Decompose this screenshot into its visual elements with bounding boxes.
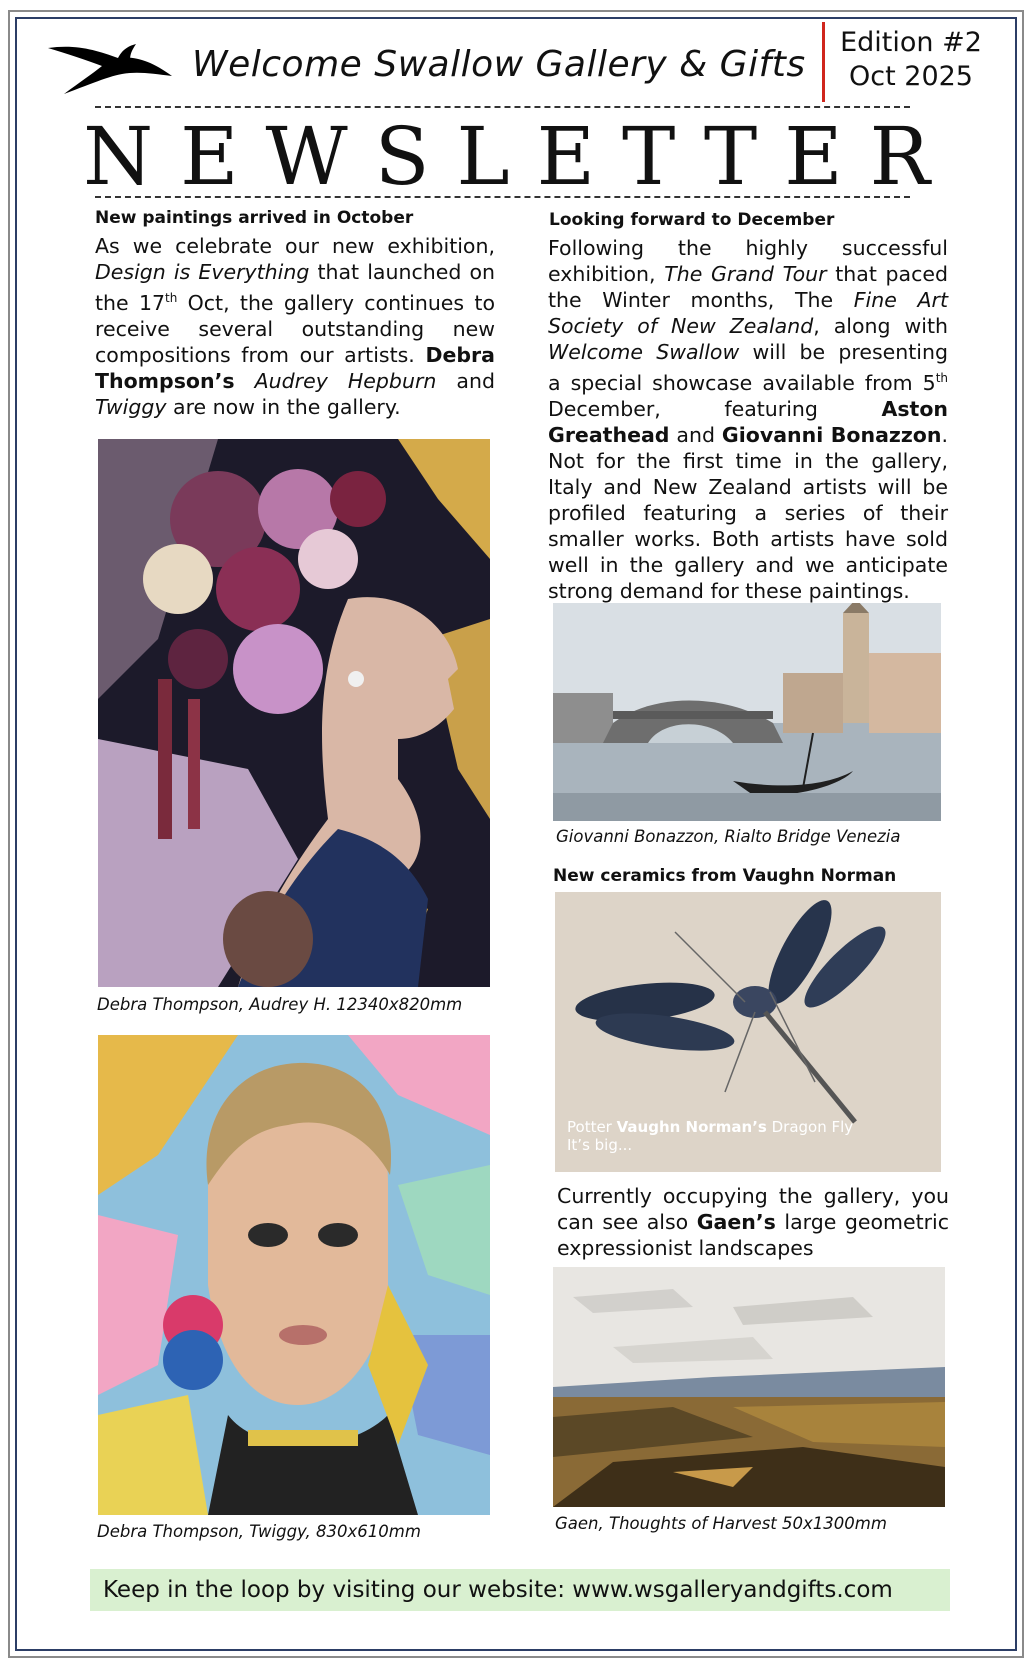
dragonfly-photo-overlay: Potter Vaughn Norman’s Dragon Fly It’s big... [567, 1118, 854, 1154]
caption-twiggy: Debra Thompson, Twiggy, 830x610mm [97, 1522, 421, 1541]
masthead-title: NEWSLETTER [83, 110, 957, 203]
edition-number: Edition #2 [840, 27, 982, 58]
dashed-rule-bottom [95, 196, 910, 198]
rialto-bridge-painting [553, 603, 941, 821]
right-heading-december: Looking forward to December [549, 210, 835, 230]
caption-audrey: Debra Thompson, Audrey H. 12340x820mm [97, 995, 463, 1014]
header-divider [822, 22, 825, 102]
gaen-landscape-painting [553, 1267, 945, 1507]
website-banner[interactable]: Keep in the loop by visiting our website: www.wsgalleryandgifts.com [90, 1569, 950, 1611]
edition-box [836, 26, 986, 94]
edition-date: Oct 2025 [849, 61, 973, 92]
swallow-bird-icon [46, 40, 176, 96]
caption-gaen: Gaen, Thoughts of Harvest 50x1300mm [555, 1514, 887, 1533]
left-heading: New paintings arrived in October [95, 208, 414, 228]
left-article: As we celebrate our new exhibition, Design is Everything that launched on the 17th Oct, the gallery continues to receive several outstanding new compositions from our artists. Debra Thompson’s Audrey Hepburn and Twiggy are now in the gallery. [95, 234, 496, 419]
dashed-rule-top [95, 106, 910, 108]
twiggy-painting [98, 1035, 490, 1515]
caption-venice: Giovanni Bonazzon, Rialto Bridge Venezia [556, 827, 901, 846]
gallery-name: Welcome Swallow Gallery & Gifts [192, 44, 806, 85]
audrey-hepburn-painting [98, 439, 490, 987]
december-article: Following the highly successful exhibition, The Grand Tour that paced the Winter months, The Fine Art Society of New Zealand, along with Welcome Swallow will be presenting a special showcase available from 5th December, featuring Aston Greathead and Giovanni Bonazzon. Not for the first time in the gallery, Italy and New Zealand artists will be profiled featuring a series of their smaller works. Both artists have sold well in the gallery and we anticipate strong demand for these paintings. [548, 236, 949, 603]
dragonfly-ceramic-photo [555, 892, 941, 1172]
gaen-article: Currently occupying the gallery, you can see also Gaen’s large geometric expressionist landscapes [557, 1184, 950, 1260]
right-heading-ceramics: New ceramics from Vaughn Norman [553, 866, 897, 886]
